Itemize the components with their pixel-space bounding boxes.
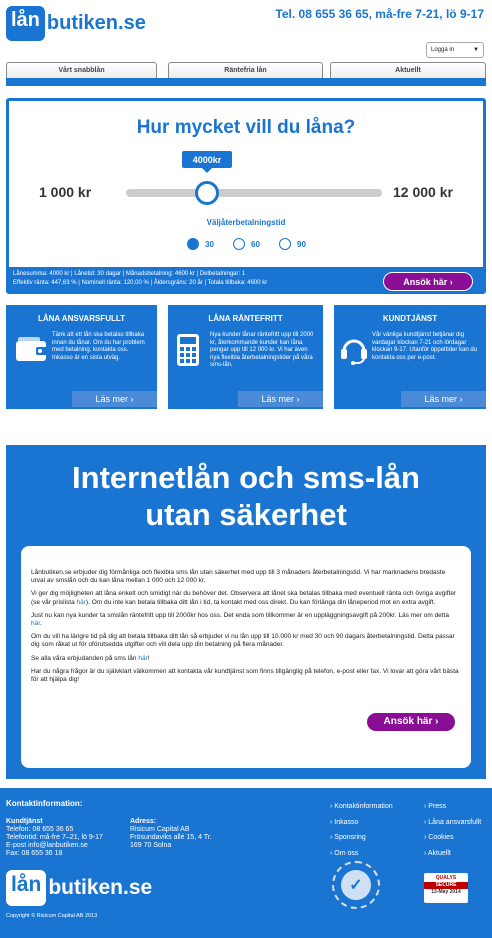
footer-link[interactable]: › Sponsring: [330, 834, 366, 841]
term-90-label: 90: [297, 239, 306, 249]
calculator-icon: [176, 333, 200, 367]
min-amount-label: 1 000 kr: [39, 184, 92, 200]
info-box-interest-free: [168, 305, 323, 409]
footer-links-col1: [330, 799, 393, 861]
trust-seal-badge[interactable]: [332, 861, 380, 909]
amount-slider-track[interactable]: [126, 189, 382, 197]
read-more-button[interactable]: Läs mer ›: [72, 391, 157, 407]
term-60-label: 60: [251, 239, 260, 249]
footer-link[interactable]: › Kontaktinformation: [330, 803, 393, 810]
max-amount-label: 12 000 kr: [393, 184, 453, 200]
box-title: LÅNA RÄNTEFRITT: [208, 314, 283, 323]
site-logo[interactable]: [6, 6, 146, 41]
paragraph: Just nu kan nya kunder ta smslån räntefritt upp till 2000kr hos oss. Det enda som tillkommer är en uppläggningsavgift på 200kr. Läs mer om detta här.: [31, 611, 450, 628]
footer-links-col2: [424, 799, 481, 861]
logo-text: butiken.se: [48, 876, 153, 899]
box-text: Nya kunder lånar räntefritt upp till 2000 kr, återkommande kunder kan låna pengar upp till 12 000 kr. Vi har även nya flexibla återbetalningstider på våra sms-lån.: [210, 332, 314, 368]
term-label: Väljåterbetalningstid: [206, 218, 286, 227]
info-box-responsible: [6, 305, 157, 409]
amount-bubble: 4000kr: [182, 151, 232, 168]
logo-box: lån: [6, 6, 45, 41]
tab-snabblan[interactable]: Vårt snabblån: [6, 62, 157, 78]
summary-line-2: Effektiv ränta: 447,63 % | Nominell ränta: 120,00 % | Åldersgräns: 20 år | Totala tillbaka: 4600 kr: [13, 280, 268, 286]
apply-button-panel[interactable]: Ansök här ›: [366, 712, 456, 732]
footer-link[interactable]: › Cookies: [424, 834, 454, 841]
logo-text: butiken.se: [46, 12, 146, 34]
panel-title: [6, 459, 486, 533]
apply-button[interactable]: Ansök här ›: [383, 272, 473, 291]
panel-title-line-1: Internetlån och sms-lån: [72, 460, 420, 495]
headset-icon: [338, 333, 370, 365]
radio-icon: [233, 238, 245, 250]
term-option-90[interactable]: [279, 238, 306, 250]
tab-aktuellt[interactable]: Aktuellt: [330, 62, 486, 78]
login-label: Logga in: [431, 47, 455, 53]
box-text: Vår vänliga kundtjänst betjänar dig vardagar klockan 7-21 och lördagar klockan 9-17. Utanför öppettider kan du kontakta oss per e-post.: [372, 332, 478, 361]
tab-rantefria[interactable]: Räntefria lån: [168, 62, 323, 78]
support-info: [6, 818, 103, 858]
address-line: Risicum Capital AB: [130, 826, 190, 833]
box-title: KUNDTJÄNST: [382, 314, 438, 323]
info-panel: [6, 445, 486, 779]
paragraph: Har du några frågor är du självklart välkommen att kontakta vår kundtjänst som finns tillgänglig på telefon, e-post eller fax. Vi lovar att göra vårt bästa för att hjälpa dig!: [31, 667, 459, 684]
footer-link[interactable]: › Aktuellt: [424, 849, 451, 857]
info-box-customer-service: [334, 305, 486, 409]
term-option-30[interactable]: [187, 238, 214, 250]
address-info: [130, 818, 212, 850]
footer-link[interactable]: › Press: [424, 803, 447, 810]
interest-free-link[interactable]: här: [31, 620, 41, 628]
calculator-title: Hur mycket vill du låna?: [136, 117, 356, 138]
term-option-60[interactable]: [233, 238, 260, 250]
tab-underline: [6, 78, 486, 86]
read-more-button[interactable]: Läs mer ›: [401, 391, 486, 407]
pricelist-link[interactable]: här: [76, 598, 86, 606]
panel-content: [21, 546, 471, 768]
paragraph: Om du vill ha längre tid på dig att betala tillbaka ditt lån så erbjuder vi nu lån upp till 10.000 kr med 30 och 90 dagars återbetalningstid. Detta passar dig som råkat ut för oförutsedda utgifter och vill dela upp din betalning på flera månader.: [31, 633, 455, 649]
checkmark-icon: ✓: [341, 870, 371, 900]
support-phone: Telefon: 08 655 36 65: [6, 826, 74, 833]
support-fax: Fax: 08 655 36 18: [6, 850, 63, 857]
footer-link[interactable]: › Om oss: [330, 849, 359, 857]
support-hours: Telefontid: må-fre 7–21, lö 9-17: [6, 834, 103, 841]
address-line: 169 70 Solna: [130, 842, 172, 849]
summary-line-1: Lånesumma: 4000 kr | Lånetid: 30 dagar | Månadsbetalning: 4600 kr | Delbetalningar: 1: [13, 271, 246, 277]
panel-title-line-2: utan säkerhet: [145, 497, 347, 532]
term-30-label: 30: [205, 239, 214, 249]
contact-heading: Kontaktinformation:: [6, 799, 83, 808]
amount-bubble-arrow: [202, 168, 212, 173]
address-heading: Adress:: [130, 818, 157, 825]
chevron-down-icon: ▼: [473, 47, 479, 53]
paragraph: Se alla våra erbjudanden på sms lån här!: [31, 654, 150, 662]
radio-icon: [279, 238, 291, 250]
address-line: Frösundaviks allé 15, 4 Tr.: [130, 834, 212, 841]
amount-slider-thumb[interactable]: [195, 181, 219, 205]
radio-selected-icon: [187, 238, 199, 250]
paragraph: Lånbutiken.se erbjuder dig förmånliga och flexibla sms lån utan säkerhet med upp till 3 månaders återbetalningstid. Vi har marknadens bredaste urval av smslån och du kan låna mellan 1 000 och 12 000 kr.: [31, 569, 446, 585]
box-text: Tänk att ett lån ska betalas tillbaka innan du lånar. Om du har problem med betalning, kontakta oss. Inkasso är en sista utväg.: [52, 332, 145, 361]
logo-box: lån: [6, 870, 46, 906]
read-more-button[interactable]: Läs mer ›: [238, 391, 323, 407]
phone-info: Tel. 08 655 36 65, må-fre 7-21, lö 9-17: [275, 7, 484, 21]
loan-calculator: [6, 98, 486, 294]
box-title: LÅNA ANSVARSFULLT: [37, 314, 126, 323]
qualys-secure-badge[interactable]: QUALYS SECURE 13-May 2014: [424, 873, 468, 903]
paragraph: Vi ger dig möjligheten att låna enkelt och smidigt när du behöver det. Observera att lånet ska betalas tillbaka med eventuell ränta och övriga avgifter (se vår prislista här). Om du inte kan betala tillbaka ditt lån i tid, ta kontakt med oss direkt. Du kan förlänga din låneperiod mot en extra avgift.: [31, 590, 457, 606]
footer-link[interactable]: › Inkasso: [330, 818, 359, 826]
footer: [0, 788, 492, 938]
footer-logo[interactable]: [6, 870, 152, 906]
support-heading: Kundtjänst: [6, 818, 43, 825]
login-dropdown[interactable]: [426, 42, 484, 58]
copyright: Copyright © Risicum Capital AB 2013: [6, 913, 98, 919]
footer-link[interactable]: › Låna ansvarsfullt: [424, 818, 482, 826]
support-email[interactable]: E-post info@lanbutiken.se: [6, 842, 88, 849]
offers-link[interactable]: här: [138, 654, 148, 662]
wallet-icon: [14, 335, 50, 363]
